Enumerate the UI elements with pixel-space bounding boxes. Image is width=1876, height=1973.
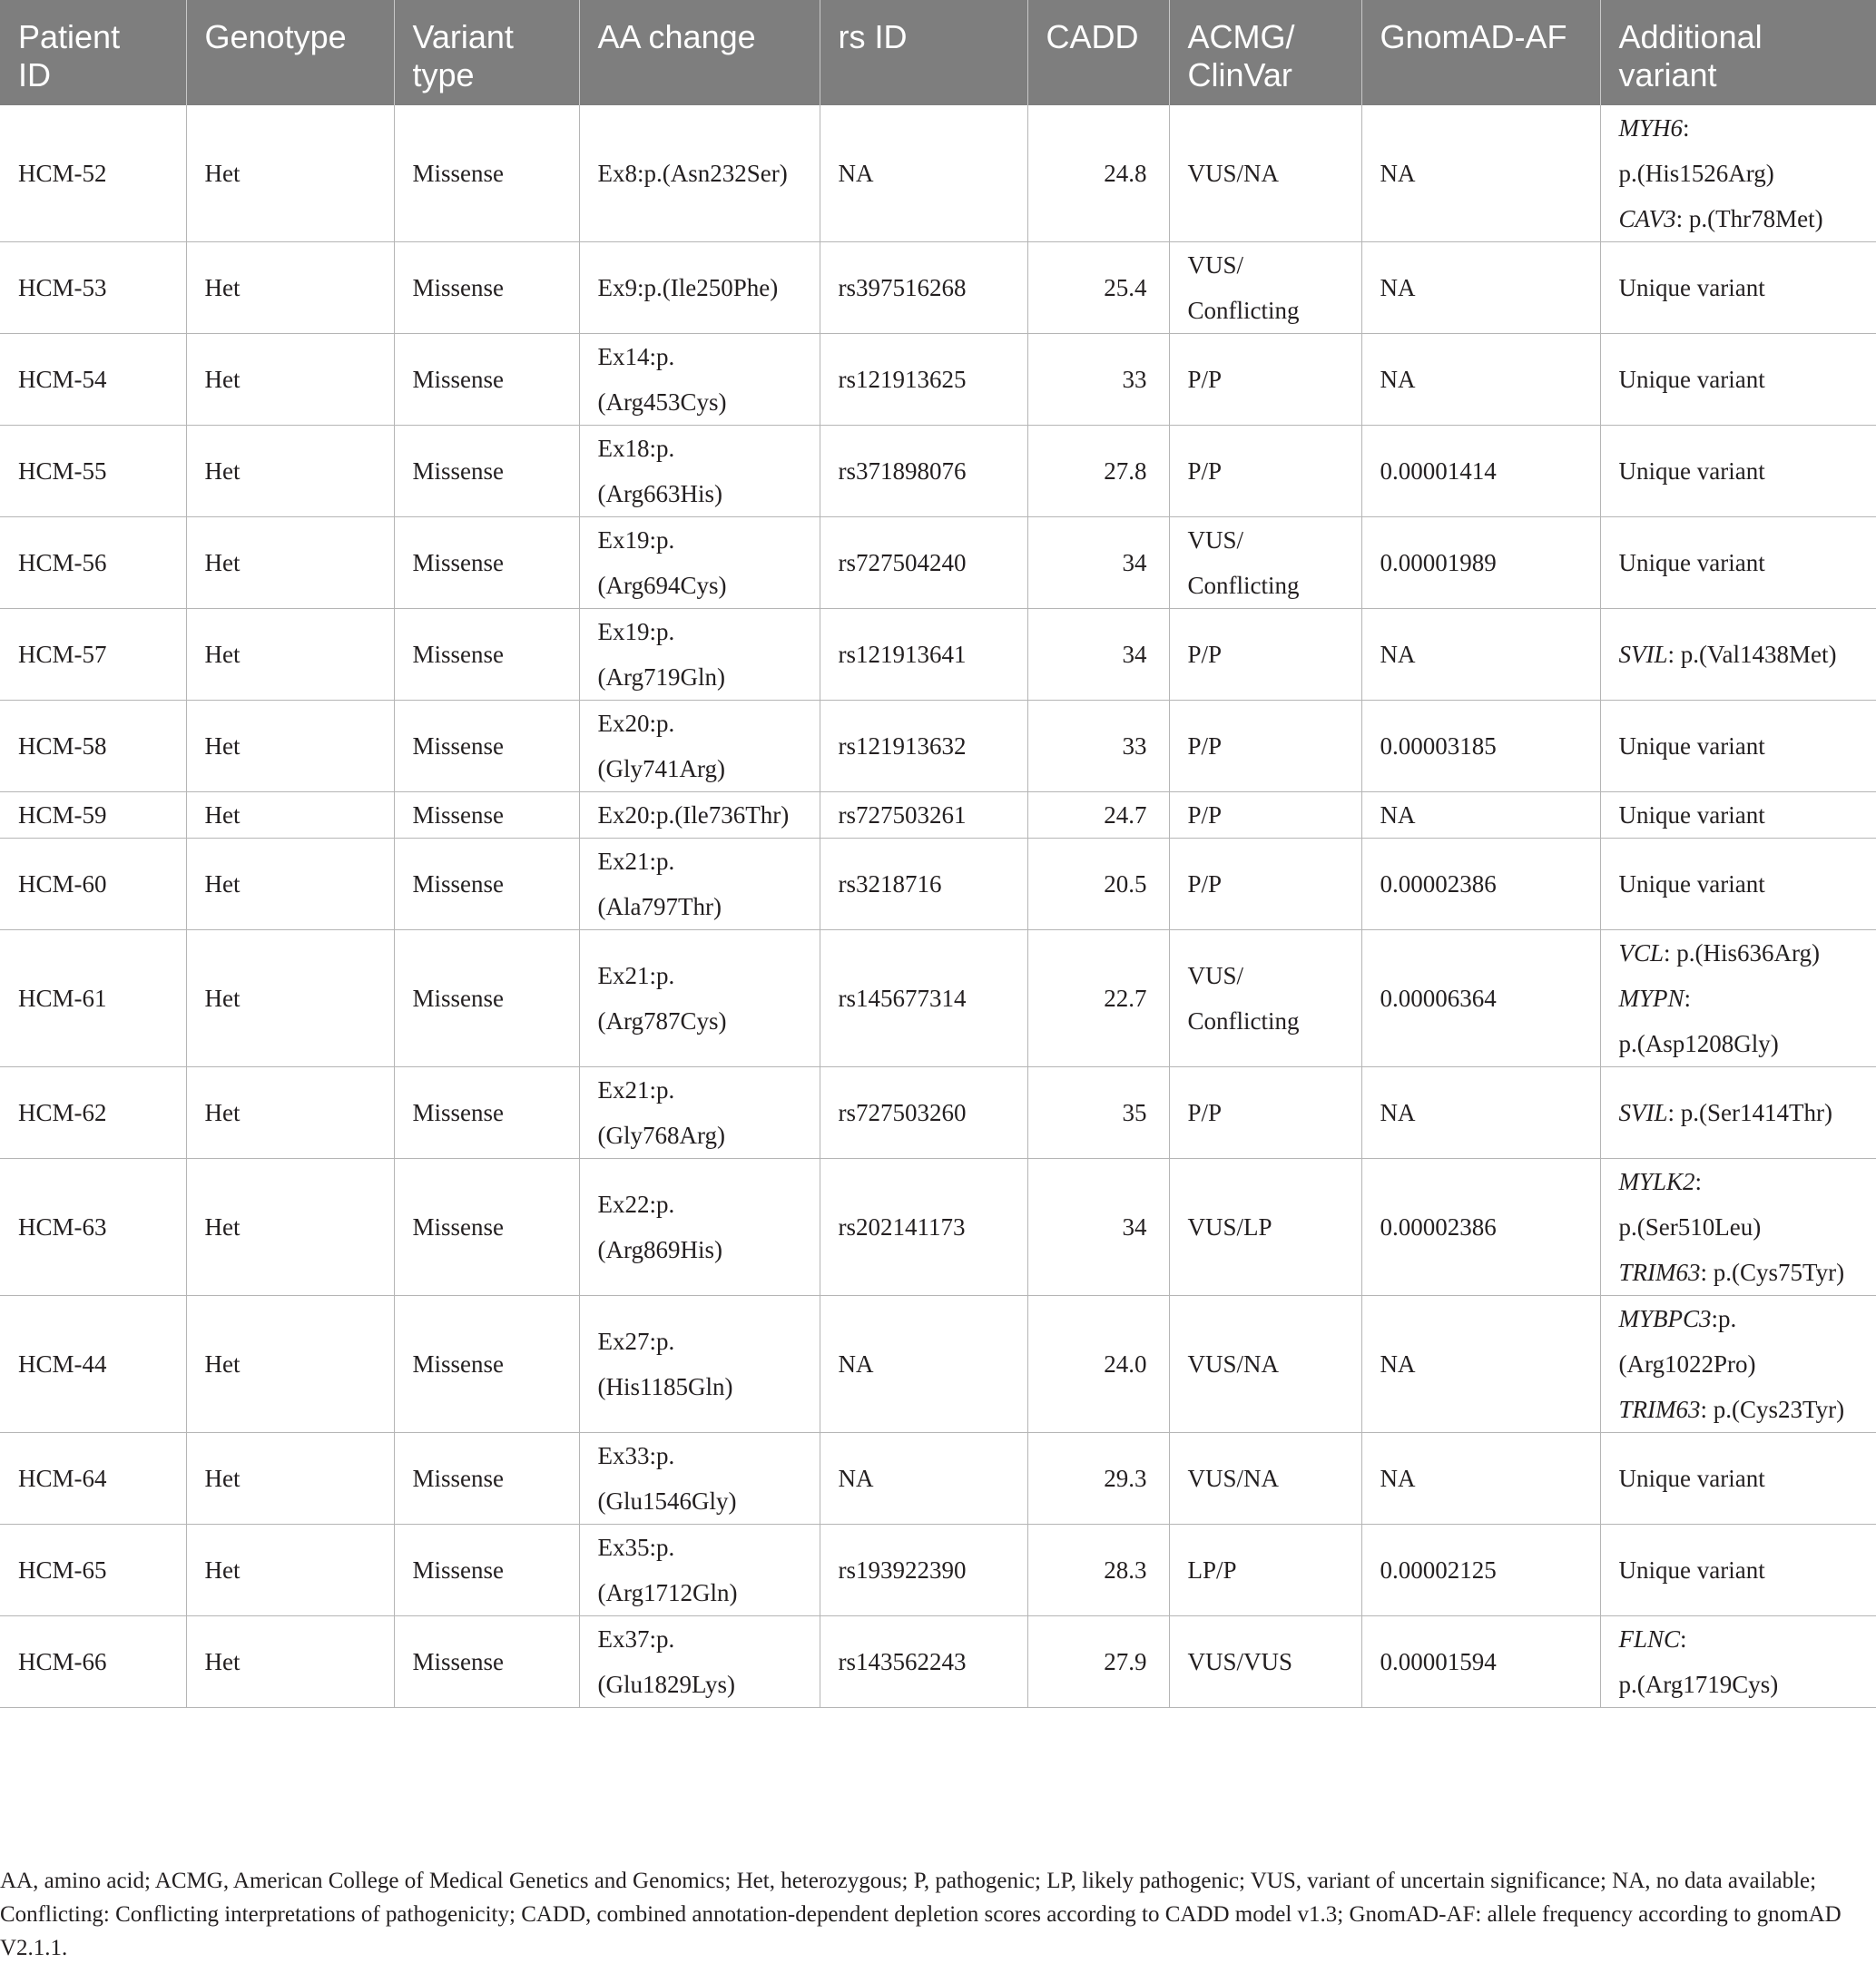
cadd-cell: 29.3	[1027, 1433, 1169, 1525]
gnomad-af-cell: NA	[1361, 609, 1600, 701]
patient-id-cell: HCM-57	[0, 609, 186, 701]
aa-change-cell: Ex21:p. (Arg787Cys)	[579, 930, 820, 1067]
table-row	[0, 930, 1876, 1067]
variant-type-cell: Missense	[394, 334, 579, 426]
genotype-cell: Het	[186, 1525, 394, 1616]
gnomad-af-cell: 0.00002386	[1361, 839, 1600, 930]
patient-id-cell: HCM-61	[0, 930, 186, 1067]
table-header-row	[0, 0, 1876, 105]
additional-variant-cell: MYLK2: p.(Ser510Leu) TRIM63: p.(Cys75Tyr)	[1600, 1159, 1876, 1296]
variant-type-cell: Missense	[394, 701, 579, 792]
acmg-clinvar-cell: VUS/NA	[1169, 1433, 1361, 1525]
gene-name: CAV3	[1618, 205, 1676, 232]
additional-variant-cell: Unique variant	[1600, 839, 1876, 930]
gene-name: FLNC	[1618, 1625, 1681, 1653]
table-row	[0, 426, 1876, 517]
acmg-clinvar-header: ACMG/ ClinVar	[1169, 0, 1361, 105]
additional-variant-cell: Unique variant	[1600, 426, 1876, 517]
acmg-clinvar-cell: P/P	[1169, 1067, 1361, 1159]
additional-variant-cell: SVIL: p.(Val1438Met)	[1600, 609, 1876, 701]
gene-name: MYPN	[1618, 985, 1684, 1012]
genotype-cell: Het	[186, 517, 394, 609]
table-row	[0, 242, 1876, 334]
rs-id-cell: rs371898076	[820, 426, 1027, 517]
additional-variant-cell: Unique variant	[1600, 701, 1876, 792]
gnomad-af-cell: NA	[1361, 334, 1600, 426]
gene-name: TRIM63	[1618, 1259, 1701, 1286]
cadd-cell: 22.7	[1027, 930, 1169, 1067]
table-row	[0, 334, 1876, 426]
additional-variant-cell: FLNC: p.(Arg1719Cys)	[1600, 1616, 1876, 1708]
genotype-header: Genotype	[186, 0, 394, 105]
additional-variant-cell: Unique variant	[1600, 792, 1876, 839]
cadd-cell: 33	[1027, 701, 1169, 792]
gnomad-af-cell: NA	[1361, 1296, 1600, 1433]
acmg-clinvar-cell: P/P	[1169, 701, 1361, 792]
aa-change-cell: Ex19:p. (Arg719Gln)	[579, 609, 820, 701]
cadd-cell: 25.4	[1027, 242, 1169, 334]
genotype-cell: Het	[186, 426, 394, 517]
patient-id-cell: HCM-62	[0, 1067, 186, 1159]
rs-id-cell: rs727503260	[820, 1067, 1027, 1159]
table-row	[0, 1067, 1876, 1159]
variant-type-cell: Missense	[394, 609, 579, 701]
gnomad-af-cell: 0.00003185	[1361, 701, 1600, 792]
additional-variant-cell: VCL: p.(His636Arg) MYPN: p.(Asp1208Gly)	[1600, 930, 1876, 1067]
genotype-cell: Het	[186, 839, 394, 930]
rs-id-cell: rs121913625	[820, 334, 1027, 426]
additional-variant-cell: Unique variant	[1600, 517, 1876, 609]
rs-id-cell: rs121913632	[820, 701, 1027, 792]
gene-name: MYBPC3	[1618, 1305, 1712, 1332]
aa-change-cell: Ex19:p. (Arg694Cys)	[579, 517, 820, 609]
additional-variant-cell: MYH6: p.(His1526Arg) CAV3: p.(Thr78Met)	[1600, 105, 1876, 242]
aa-change-cell: Ex14:p. (Arg453Cys)	[579, 334, 820, 426]
gene-name: MYLK2	[1618, 1168, 1695, 1195]
gnomad-af-cell: 0.00002125	[1361, 1525, 1600, 1616]
gnomad-af-cell: 0.00001414	[1361, 426, 1600, 517]
patient-id-cell: HCM-56	[0, 517, 186, 609]
acmg-clinvar-cell: VUS/ Conflicting	[1169, 517, 1361, 609]
aa-change-cell: Ex21:p. (Gly768Arg)	[579, 1067, 820, 1159]
patient-id-cell: HCM-64	[0, 1433, 186, 1525]
cadd-cell: 24.0	[1027, 1296, 1169, 1433]
aa-change-cell: Ex33:p. (Glu1546Gly)	[579, 1433, 820, 1525]
patient-id-cell: HCM-65	[0, 1525, 186, 1616]
genotype-cell: Het	[186, 334, 394, 426]
variant-type-cell: Missense	[394, 517, 579, 609]
acmg-clinvar-cell: VUS/ Conflicting	[1169, 242, 1361, 334]
cadd-header: CADD	[1027, 0, 1169, 105]
genotype-cell: Het	[186, 105, 394, 242]
patient-id-cell: HCM-60	[0, 839, 186, 930]
acmg-clinvar-cell: P/P	[1169, 334, 1361, 426]
gnomad-af-cell: 0.00006364	[1361, 930, 1600, 1067]
cadd-cell: 27.9	[1027, 1616, 1169, 1708]
aa-change-cell: Ex22:p. (Arg869His)	[579, 1159, 820, 1296]
gnomad-af-cell: 0.00001989	[1361, 517, 1600, 609]
patient-id-cell: HCM-58	[0, 701, 186, 792]
additional-variant-header: Additional variant	[1600, 0, 1876, 105]
patient-id-cell: HCM-53	[0, 242, 186, 334]
variant-type-cell: Missense	[394, 839, 579, 930]
variant-type-cell: Missense	[394, 242, 579, 334]
patient-id-header: Patient ID	[0, 0, 186, 105]
additional-variant-cell: Unique variant	[1600, 1433, 1876, 1525]
genotype-cell: Het	[186, 1159, 394, 1296]
table-row	[0, 1525, 1876, 1616]
genotype-cell: Het	[186, 609, 394, 701]
aa-change-cell: Ex35:p. (Arg1712Gln)	[579, 1525, 820, 1616]
genotype-cell: Het	[186, 1296, 394, 1433]
table-footnote: AA, amino acid; ACMG, American College of Medical Genetics and Genomics; Het, heterozygous; P, pathogenic; LP, likely pathogenic; VUS, variant of uncertain significance; NA, no data available; Conflicting: Conflicting interpretations of pathogenicity; CADD, combined annotation-dependent depletion scores according to CADD model v1.3; GnomAD-AF: allele frequency according to gnomAD V2.1.1.	[0, 1869, 1842, 1960]
gene-name: VCL	[1618, 939, 1665, 967]
genotype-cell: Het	[186, 1067, 394, 1159]
acmg-clinvar-cell: VUS/VUS	[1169, 1616, 1361, 1708]
aa-change-cell: Ex21:p. (Ala797Thr)	[579, 839, 820, 930]
variant-type-cell: Missense	[394, 426, 579, 517]
patient-id-cell: HCM-63	[0, 1159, 186, 1296]
table-row	[0, 609, 1876, 701]
patient-id-cell: HCM-54	[0, 334, 186, 426]
table-body	[0, 105, 1876, 1708]
acmg-clinvar-cell: VUS/NA	[1169, 1296, 1361, 1433]
rs-id-cell: rs727503261	[820, 792, 1027, 839]
cadd-cell: 34	[1027, 517, 1169, 609]
table-row	[0, 105, 1876, 242]
patient-id-cell: HCM-44	[0, 1296, 186, 1433]
rs-id-cell: rs145677314	[820, 930, 1027, 1067]
additional-variant-cell: Unique variant	[1600, 334, 1876, 426]
acmg-clinvar-cell: P/P	[1169, 839, 1361, 930]
table-row	[0, 1296, 1876, 1433]
rs-id-cell: rs727504240	[820, 517, 1027, 609]
patient-id-cell: HCM-52	[0, 105, 186, 242]
aa-change-cell: Ex37:p. (Glu1829Lys)	[579, 1616, 820, 1708]
cadd-cell: 20.5	[1027, 839, 1169, 930]
aa-change-cell: Ex8:p.(Asn232Ser)	[579, 105, 820, 242]
cadd-cell: 33	[1027, 334, 1169, 426]
variant-type-cell: Missense	[394, 930, 579, 1067]
variant-type-cell: Missense	[394, 792, 579, 839]
aa-change-header: AA change	[579, 0, 820, 105]
acmg-clinvar-cell: P/P	[1169, 792, 1361, 839]
table-row	[0, 701, 1876, 792]
acmg-clinvar-cell: VUS/LP	[1169, 1159, 1361, 1296]
additional-variant-cell: Unique variant	[1600, 1525, 1876, 1616]
table-row	[0, 1433, 1876, 1525]
acmg-clinvar-cell: P/P	[1169, 609, 1361, 701]
genotype-cell: Het	[186, 242, 394, 334]
gnomad-af-cell: NA	[1361, 792, 1600, 839]
gnomad-af-cell: NA	[1361, 1433, 1600, 1525]
gnomad-af-cell: NA	[1361, 1067, 1600, 1159]
rs-id-cell: rs202141173	[820, 1159, 1027, 1296]
genotype-cell: Het	[186, 701, 394, 792]
rs-id-cell: rs143562243	[820, 1616, 1027, 1708]
gene-name: SVIL	[1618, 1099, 1668, 1126]
variant-type-cell: Missense	[394, 1616, 579, 1708]
acmg-clinvar-cell: VUS/NA	[1169, 105, 1361, 242]
acmg-clinvar-cell: LP/P	[1169, 1525, 1361, 1616]
table-row	[0, 839, 1876, 930]
acmg-clinvar-cell: P/P	[1169, 426, 1361, 517]
variant-type-header: Variant type	[394, 0, 579, 105]
cadd-cell: 24.8	[1027, 105, 1169, 242]
variant-type-cell: Missense	[394, 1525, 579, 1616]
gene-name: SVIL	[1618, 641, 1668, 668]
gene-name: TRIM63	[1618, 1396, 1701, 1423]
acmg-clinvar-cell: VUS/ Conflicting	[1169, 930, 1361, 1067]
genotype-cell: Het	[186, 792, 394, 839]
variant-type-cell: Missense	[394, 1296, 579, 1433]
rs-id-cell: rs397516268	[820, 242, 1027, 334]
rs-id-cell: NA	[820, 105, 1027, 242]
rs-id-header: rs ID	[820, 0, 1027, 105]
rs-id-cell: NA	[820, 1433, 1027, 1525]
patient-id-cell: HCM-55	[0, 426, 186, 517]
rs-id-cell: NA	[820, 1296, 1027, 1433]
aa-change-cell: Ex18:p. (Arg663His)	[579, 426, 820, 517]
variant-type-cell: Missense	[394, 1159, 579, 1296]
aa-change-cell: Ex20:p.(Ile736Thr)	[579, 792, 820, 839]
rs-id-cell: rs121913641	[820, 609, 1027, 701]
additional-variant-cell: SVIL: p.(Ser1414Thr)	[1600, 1067, 1876, 1159]
cadd-cell: 27.8	[1027, 426, 1169, 517]
patient-id-cell: HCM-66	[0, 1616, 186, 1708]
table-row	[0, 1616, 1876, 1708]
gnomad-af-cell: NA	[1361, 242, 1600, 334]
cadd-cell: 34	[1027, 609, 1169, 701]
additional-variant-cell: Unique variant	[1600, 242, 1876, 334]
genotype-cell: Het	[186, 1616, 394, 1708]
gnomad-af-cell: 0.00002386	[1361, 1159, 1600, 1296]
genotype-cell: Het	[186, 1433, 394, 1525]
table-row	[0, 1159, 1876, 1296]
rs-id-cell: rs193922390	[820, 1525, 1027, 1616]
gnomad-af-header: GnomAD-AF	[1361, 0, 1600, 105]
table-row	[0, 517, 1876, 609]
gnomad-af-cell: NA	[1361, 105, 1600, 242]
cadd-cell: 35	[1027, 1067, 1169, 1159]
table-row	[0, 792, 1876, 839]
gene-name: MYH6	[1618, 114, 1684, 142]
aa-change-cell: Ex20:p. (Gly741Arg)	[579, 701, 820, 792]
rs-id-cell: rs3218716	[820, 839, 1027, 930]
additional-variant-cell: MYBPC3:p. (Arg1022Pro) TRIM63: p.(Cys23Tyr)	[1600, 1296, 1876, 1433]
cadd-cell: 24.7	[1027, 792, 1169, 839]
cadd-cell: 34	[1027, 1159, 1169, 1296]
genotype-cell: Het	[186, 930, 394, 1067]
cadd-cell: 28.3	[1027, 1525, 1169, 1616]
gnomad-af-cell: 0.00001594	[1361, 1616, 1600, 1708]
variant-type-cell: Missense	[394, 1067, 579, 1159]
aa-change-cell: Ex9:p.(Ile250Phe)	[579, 242, 820, 334]
variant-type-cell: Missense	[394, 1433, 579, 1525]
aa-change-cell: Ex27:p. (His1185Gln)	[579, 1296, 820, 1433]
patient-id-cell: HCM-59	[0, 792, 186, 839]
variant-type-cell: Missense	[394, 105, 579, 242]
